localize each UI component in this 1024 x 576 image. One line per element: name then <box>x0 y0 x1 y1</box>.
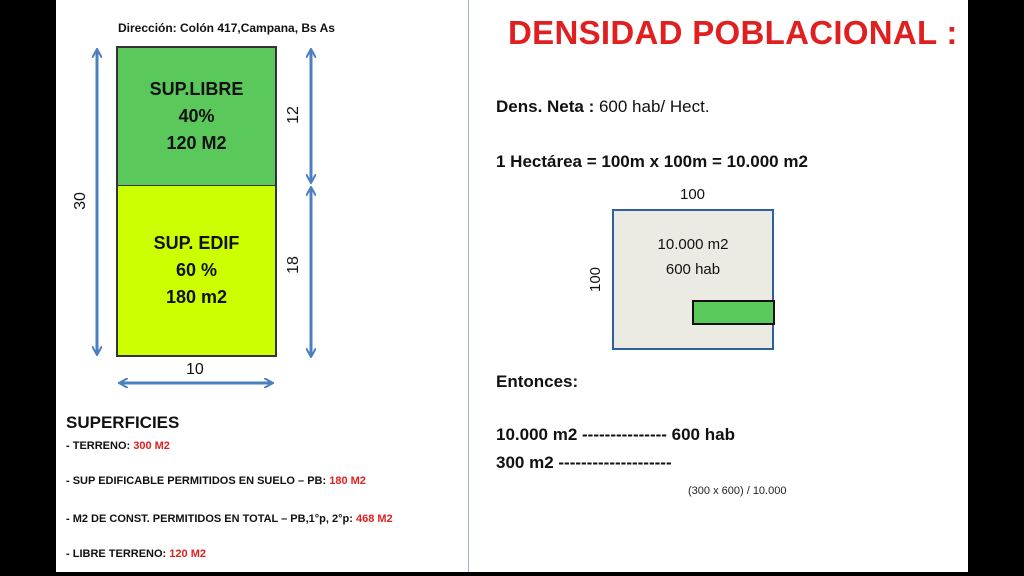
sup-item-value: 120 M2 <box>169 548 206 560</box>
dim-width: 10 <box>186 361 204 378</box>
block-libre-line2: 40% <box>178 106 215 126</box>
sup-item-label: - SUP EDIFICABLE PERMITIDOS EN SUELO – PB: <box>66 475 330 487</box>
dim-libre-height: 12 <box>284 106 302 124</box>
address-text: Dirección: Colón 417,Campana, Bs As <box>118 21 335 35</box>
box-line1: 10.000 m2 <box>657 236 729 253</box>
dens-neta-value: 600 hab/ Hect. <box>594 97 710 116</box>
superficies-title: SUPERFICIES <box>66 413 180 432</box>
sup-item-value: 300 M2 <box>133 440 170 452</box>
sup-item-edificable <box>66 475 366 487</box>
proportion-row-1: 10.000 m2 --------------- 600 hab <box>496 425 735 444</box>
hectarea-equation: 1 Hectárea = 100m x 100m = 10.000 m2 <box>496 152 808 171</box>
block-libre-line1: SUP.LIBRE <box>149 79 244 99</box>
sup-item-terreno <box>66 440 170 452</box>
proportion-row-2: 300 m2 -------------------- <box>496 453 672 472</box>
box-top-label: 100 <box>680 186 706 203</box>
block-edif-line2: 60 % <box>175 260 218 280</box>
dens-neta-label: Dens. Neta : <box>496 97 595 116</box>
box-side-label: 100 <box>587 266 605 293</box>
block-libre-line3: 120 M2 <box>166 133 227 153</box>
hectarea-box-text <box>612 232 774 282</box>
lot-rectangle <box>692 300 775 325</box>
sup-item-value: 468 M2 <box>355 513 393 525</box>
sup-item-value: 180 M2 <box>329 475 366 487</box>
box-line2: 600 hab <box>665 261 721 278</box>
sup-item-label: - M2 DE CONST. PERMITIDOS EN TOTAL – PB,1°p, 2°p: <box>66 513 356 525</box>
sup-item-total <box>66 513 393 525</box>
dim-edif-height: 18 <box>284 256 302 274</box>
page-title: DENSIDAD POBLACIONAL : <box>508 14 958 51</box>
block-edif-line1: SUP. EDIF <box>153 233 240 253</box>
entonces-label: Entonces: <box>496 372 579 391</box>
dim-total-height: 30 <box>71 192 89 210</box>
formula-text: (300 x 600) / 10.000 <box>688 485 787 497</box>
sup-item-label: - TERRENO: <box>66 440 134 452</box>
sup-item-libre <box>66 548 206 560</box>
block-edif-line3: 180 m2 <box>165 287 228 307</box>
sup-item-label: - LIBRE TERRENO: <box>66 548 170 560</box>
dens-neta-line <box>496 97 710 117</box>
